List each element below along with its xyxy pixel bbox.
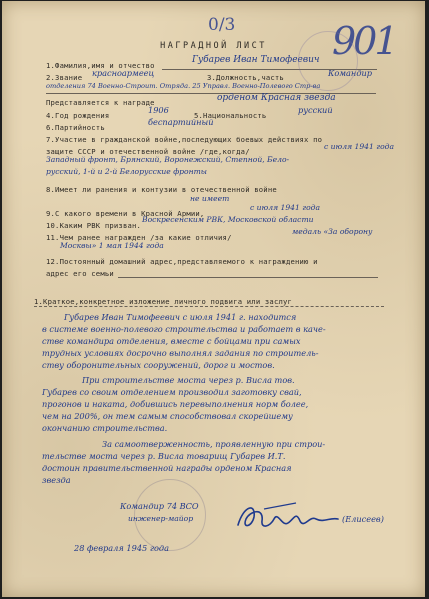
field-rank-label: 2.Звание (46, 73, 83, 82)
handwritten-signature (234, 497, 354, 537)
narrative-line: тельстве моста через р. Висла товарищ Губарев И.Т. (42, 451, 286, 461)
field-birth-value: 1906 (148, 105, 169, 115)
corner-mark: 0/3 (208, 15, 236, 35)
field-address-label-2: адрес его семьи (46, 269, 114, 278)
award-sheet (2, 1, 425, 597)
narrative-line: стве командира отделения, вместе с бойцами при самых (42, 336, 301, 346)
narrative-line: звезда (42, 475, 71, 485)
document-title: НАГРАДНОЙ ЛИСТ (160, 41, 267, 51)
field-awards-value-1: медаль «За оборону (292, 227, 373, 236)
field-war-value-1: с июля 1941 года (324, 142, 395, 151)
field-rank-value: красноармеец (92, 68, 155, 78)
sign-date: 28 февраля 1945 года (74, 543, 169, 553)
narrative-line: трудных условиях досрочно выполнял задания по строитель- (42, 348, 319, 358)
field-party-label: 6.Партийность (46, 123, 105, 132)
field-present-label: Представляется к награде (46, 98, 155, 107)
round-stamp (298, 31, 358, 91)
narrative-line: Губарев со своим отделением производил заготовку свай, (42, 387, 302, 397)
field-party-value: беспартийный (148, 117, 214, 127)
field-name-value: Губарев Иван Тимофеевич (192, 55, 320, 65)
field-birth-label: 4.Год рождения (46, 111, 110, 120)
underline (118, 277, 378, 278)
narrative-line: Губарев Иван Тимофеевич с июля 1941 г. находится (64, 312, 297, 322)
section-feat-label: 1.Краткое,конкретное изложение личного подвига или заслуг (34, 297, 293, 306)
field-nationality-value: русский (298, 105, 333, 115)
field-position-value: Командир (328, 68, 373, 78)
field-war-value-3: русский, 1-й и 2-й Белорусские фронты (46, 167, 207, 176)
field-position-cont: отделения 74 Военно-Строит. Отряда. 25 Управл. Военно-Полевого Стр-ва (46, 82, 321, 90)
signer-name: (Елисеев) (342, 514, 384, 524)
narrative-line: ству оборонительных сооружений, дорог и мостов. (42, 360, 275, 370)
field-position-label: 3.Должность,часть (207, 73, 284, 82)
field-war-value-2: Западный фронт, Брянский, Воронежский, Степной, Бело- (46, 155, 290, 164)
field-nationality-label: 5.Национальность (194, 111, 267, 120)
field-present-value: орденом Красная звезда (217, 93, 336, 103)
field-name-label: 1.Фамилия,имя и отчество (46, 61, 155, 70)
signer-title: Командир 74 ВСО (120, 501, 199, 511)
narrative-line: чем на 200%, он тем самым способствовал скорейшему (42, 411, 293, 421)
field-army-since-value: с июля 1941 года (250, 203, 321, 212)
field-army-since-label: 9.С какого времени в Красной Армии, (46, 209, 205, 218)
underline (34, 306, 384, 307)
narrative-line: окончанию строительства. (42, 423, 168, 433)
field-rvk-value: Воскресенским РВК, Московской области (142, 215, 314, 224)
narrative-line: прогонов и наката, добившись перевыполнения норм более, (42, 399, 309, 409)
field-wounds-label: 8.Имеет ли ранения и контузии в отечественной войне (46, 185, 277, 194)
signer-rank: инженер-майор (128, 514, 194, 523)
narrative-line: При строительстве моста через р. Висла тов. (82, 375, 295, 385)
field-war-label-2: защите СССР и отечественной войне /где,когда/ (46, 147, 250, 156)
field-awards-label: 11.Чем ранее награжден /за какие отличия/ (46, 233, 232, 242)
archive-number: 901 (332, 19, 396, 63)
field-awards-value-2: Москвы» 1 мая 1944 года (60, 241, 164, 250)
field-war-label-1: 7.Участие в гражданской войне,последующих боевых действиях по (46, 135, 323, 144)
field-rvk-label: 10.Каким РВК призван. (46, 221, 142, 230)
field-address-label-1: 12.Постоянный домашний адрес,представляемого к награждению и (46, 257, 318, 266)
narrative-line: За самоотверженность, проявленную при строи- (102, 439, 326, 449)
narrative-line: достоин правительственной награды орденом Красная (42, 463, 292, 473)
narrative-line: в системе военно-полевого строительства и работает в каче- (42, 324, 326, 334)
field-wounds-value: не имеет (190, 194, 230, 203)
